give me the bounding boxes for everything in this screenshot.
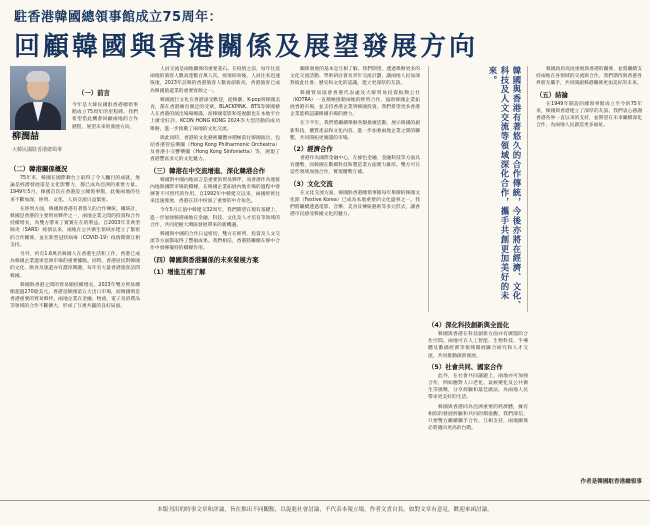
paragraph: 香港作為國際金融中心，在綠色金融、金融科技等方面具有優勢，而韓國在數碼科技和製造業方面實力雄厚。雙方可在這些領域加強合作，實現優勢互補。 [290,156,420,176]
paragraph: 韓國流行文化在香港深受歡迎，從韓劇、K-pop到韓國美食，都在香港擁有廣泛的受眾。BLACKPINK、BTS等韓國藝人在香港的演出場場爆滿，而韓國電影和電視劇也在本地平台上廣受好評。KCON HONG KONG 2024等大型活動的成功舉辦，進一步推動了兩地的文化交流。 [150,97,280,132]
subsection-heading-understanding: （1）增進互相了解 [150,267,206,276]
pull-quote-box [428,66,528,312]
paragraph: 韓國與香港之間的貿易額持續增長，2023年雙方貿易總額超過270億美元。香港是韓國第五大出口市場，而韓國則是香港重要的貿易夥伴。兩地企業在金融、物流、電子及消費品等領域的合作不斷擴大，形成了互惠共贏的良好局面。 [10,282,140,310]
subsection-heading-culture: （3）文化交流 [290,179,333,188]
paragraph: 今年5月正值中韓建交32周年，我們期望在現有基礎上，進一步加強韓港兩地在金融、科技、文化及人才培育等領域的合作，共同把握大灣區發展帶來的新機遇。 [150,208,280,228]
column-2 [150,66,280,494]
column-3 [290,66,420,494]
paragraph: 在經貿方面，韓國與香港有著悠久的合作傳統。據統計，韓國是香港的主要貿易夥伴之一，兩地企業之間的投資和合作持續增長，為雙方帶來了實實在在的利益。自2003年非典型肺炎（SARS）疫情以來，兩地在公共衛生領域亦建立了緊密的合作關係，並在新型冠狀病毒（COVID-19）疫情期間互相支持。 [10,206,140,248]
subsection-heading-tech: （4）深化科技創新與全面化 [428,321,510,329]
paragraph: 韓國與香港同為亞洲重要的經濟體，擁有相似的發展經驗和共同的價值觀。我們深信，只要雙方繼續攜手合作，互相支持，兩地關係必將邁向更高的台階。 [428,404,528,432]
author-box [10,66,140,162]
disclaimer-footer: 本版刊出的時事文章和評論，旨在推出不同觀點，以促進社會討論，不代表本報立場，作者文責自負。如對文章有意見，歡迎來函討論。 [0,500,650,525]
paragraph: 在1949年開設的總領事館成立至今的75年來，韓國與香港建立了深厚的友誼。我們衷心感謝香港各界一直以來的支持，並期望在未來繼續深化合作，為兩地人民創造更多福祉。 [536,101,642,129]
paragraph: 在下半年，我們將繼續舉辦各類推廣活動，展示韓國的創新科技、優質產品和文化內容，進一步加強兩地企業之間的聯繫，共同開拓更廣闊的市場。 [290,121,420,141]
paragraph: 韓國政府高度重視與香港的關係，並將繼續支持兩地在各領域的交流與合作。我們期待與香港各界朋友攜手，共同開創韓港關係更加美好的未來。 [536,67,642,87]
intro-paragraph: 今年是大韓民國駐香港總領事館成立75周年的里程碑。我們希望借此機會回顧兩地的合作歷程，展望未來的發展方向。 [72,103,138,130]
paragraph: 韓國與香港在科技創新方面亦有廣闊的合作空間。兩地可在人工智能、生物科技、半導體及數碼經濟等領域開展聯合研究和人才交流，共同推動創新發展。 [428,332,528,359]
section-heading-intro: （一）前言 [78,89,110,97]
article-headline: 回顧韓國與香港關係及展望發展方向 [14,32,479,62]
pull-quote: 韓國與香港有著悠久的合作傳統，今後亦將在經濟、文化、科技及人文交流等領域深化合作，攜手共創更加美好的未來。 [488,66,522,311]
paragraph: 與此同時，香港的文化藝術團體亦積極前往韓國演出，包括香港管弦樂團（Hong Kong Philharmonic Orchestra）及香港小交響樂團（Hong Kong Sinfonietta）等，展現了香港豐富多元的文化魅力。 [150,135,280,163]
article-body [10,66,642,494]
section-heading-future: （四）韓國與香港關係的未來發展方案 [150,255,259,264]
paragraph: 此外，在社會共同議題上，兩地亦可加強合作，例如應對人口老化、氣候變化及公共衛生等挑戰，分享經驗和最佳做法，為兩地人民帶來更美好的生活。 [428,373,528,401]
column-1 [10,66,140,494]
article-kicker: 駐香港韓國總領事館成立75周年： [14,10,223,25]
paragraph: 在文化交流方面，韓國駐香港總領事館每年舉辦的韓國文化節（Festive Korea）已成為本地重要的文化盛事之一。我們將繼續透過電影、音樂、美食及傳統藝術等多元形式，讓香港市民感受韓國文化的魅力。 [290,190,420,218]
paragraph: 人員交流是兩地關係的重要基石。在疫情之前，每年往返兩地的旅客人數高達數百萬人次。疫情結束後，人員往來迅速恢復，2023年訪韓的香港旅客人數再創新高，香港旅客已成為韓國旅遊業的重要客源之一。 [150,67,280,94]
column-4-lower [428,318,528,494]
author-credit: 作者是韓國駐香港總領事 [580,479,642,485]
paragraph: 75年來，韓國在國際舞台上取得了令人矚目的成就，無論是經濟發展還是文化影響力，都已成為亞洲的重要力量。1949年5月，韓國首次在香港設立總領事館，此後兩地的往來不斷加深，經貿、文化、人員交流日益緊密。 [10,176,140,203]
paragraph: 另外，約有1.6萬名韓國人在香港生活和工作，香港已成為韓國企業進軍亞洲市場的重要據點。同時，香港居民對韓國的文化、飲食及旅遊亦有濃厚興趣，每年有大量香港旅客訪問韓國。 [10,252,140,279]
paragraph: 韓國貿易協會香港代表處及大韓貿易投資振興公社（KOTRA）一直積極推動兩地的經貿合作，協助韓國企業拓展香港市場，並支持香港企業到韓國投資。我們希望更多香港企業能夠認識韓國市場的潛力。 [290,90,420,118]
paragraph: 關係發展的基本是互相了解。我們期望，透過舉辦更多的文化交流活動、學術研討會及青年交流計劃，讓兩地人民加深對彼此社會、歷史和文化的認識，建立更深厚的友誼。 [290,67,420,87]
section-heading-china-cooperation: （三）韓港在中交流增進、深化韓港合作 [150,166,266,175]
author-role: 大韓民國駐香港總領事 [12,147,63,153]
section-heading-conclusion: （五）結論 [536,90,568,99]
author-portrait-icon [10,66,66,130]
section-heading-relations: （二）韓港關係概況 [10,165,68,173]
subsection-heading-economy: （2）經濟合作 [290,145,333,154]
column-5 [536,66,642,474]
subsection-heading-social: （5）社會共同、國家合作 [428,362,503,371]
paragraph: 韓國對中國內地而言是重要的貿易夥伴，而香港作為連接內地與國際市場的橋樑，在韓國企業拓展內地市場的過程中發揮著不可替代的作用。自1992年中韓建交以來，兩國經貿往來迅速發展，香港在其中扮演了重要的中介角色。 [150,177,280,205]
author-name: 柳潤喆 [12,132,40,142]
paragraph: 韓國與中國的合作日益密切，雙方在經貿、投資及人文交流等方面都取得了豐碩成果。我們相信，香港將繼續在韓中合作中發揮獨特的橋樑作用。 [150,232,280,252]
